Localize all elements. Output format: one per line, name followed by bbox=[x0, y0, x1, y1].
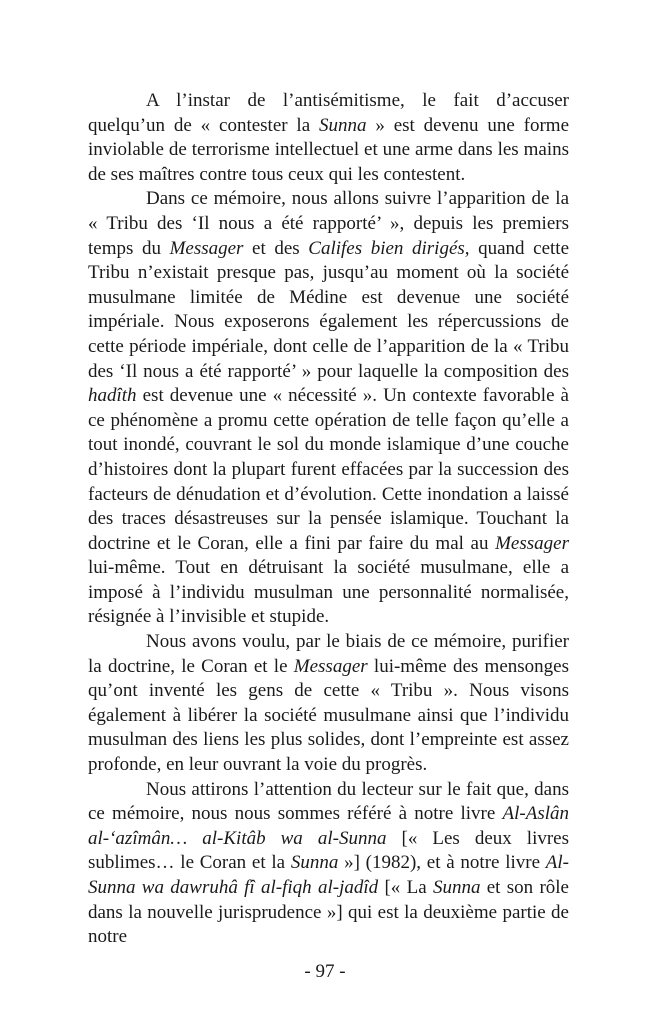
text-run: lui-même. Tout en détruisant la société musulmane, elle a imposé à l’individu musulman une personnalité normalisée, résignée à l’invisible et stupide. bbox=[88, 557, 569, 628]
italic-term: Sunna bbox=[290, 852, 339, 874]
text-run: A l’instar de l’antisémitisme, le fait d’accuser quelqu’un de « contester la bbox=[88, 90, 569, 136]
paragraph-4 bbox=[88, 778, 569, 950]
italic-term: Messager bbox=[169, 237, 244, 259]
text-run: Nous attirons l’attention du lecteur sur le fait que, dans ce mémoire, nous nous sommes référé à notre livre bbox=[88, 778, 569, 825]
italic-term: Sunna bbox=[319, 114, 367, 136]
paragraph-2 bbox=[88, 187, 569, 630]
text-run: [« Les deux livres sublimes… le Coran et la bbox=[88, 827, 570, 874]
italic-term: Messager bbox=[495, 532, 569, 554]
text-run: et son rôle dans la nouvelle jurisprudence »] qui est la deuxième partie de notre bbox=[88, 877, 569, 948]
italic-term: Messager bbox=[293, 655, 368, 677]
text-run: , quand cette Tribu n’existait presque pas, jusqu’au moment où la société musulmane limitée de Médine est devenue une société impériale. Nous exposerons également les répercussions de cette période impériale, dont celle de l’apparition de la « Tribu des ‘Il nous a été rapporté’ » pour laquelle la composition des bbox=[88, 237, 569, 382]
text-run: » est devenu une forme inviolable de terrorisme intellectuel et une arme dans les mains de ses maîtres contre tous ceux qui les contestent. bbox=[88, 114, 569, 185]
italic-term: Sunna bbox=[432, 877, 481, 898]
body-text bbox=[88, 89, 569, 950]
text-run: et des bbox=[243, 237, 309, 259]
text-run: Dans ce mémoire, nous allons suivre l’apparition de la « Tribu des ‘Il nous a été rapporté’ », depuis les premiers temps du bbox=[88, 188, 569, 259]
text-run: lui-même des mensonges qu’ont inventé les gens de cette « Tribu ». Nous visons également à libérer la société musulmane ainsi que l’individu musulman des liens les plus solides, dont l’empreinte est assez profonde, en leur ouvrant la voie du progrès. bbox=[88, 655, 569, 776]
italic-book-title: Al-Aslân al-‘azîmân… al-Kitâb wa al-Sunna bbox=[88, 803, 569, 849]
italic-term: hadîth bbox=[88, 385, 137, 407]
text-run: »] (1982), et à notre livre bbox=[338, 852, 546, 874]
text-run: Nous avons voulu, par le biais de ce mémoire, purifier la doctrine, le Coran et le bbox=[88, 631, 569, 677]
page-number: - 97 - bbox=[304, 961, 346, 982]
paragraph-1 bbox=[88, 89, 569, 187]
italic-term: Califes bien dirigés bbox=[308, 237, 465, 259]
text-run: [« La bbox=[378, 877, 433, 898]
text-run: est devenue une « nécessité ». Un contexte favorable à ce phénomène a promu cette opération de telle façon qu’elle a tout inondé, couvrant le sol du monde islamique d’une couche d’histoires dont la plupart furent effacées par la succession des facteurs de dénudation et d’évolution. Cette inondation a laissé des traces désastreuses sur la pensée islamique. Touchant la doctrine et le Coran, elle a fini par faire du mal au bbox=[88, 385, 569, 554]
paragraph-3 bbox=[88, 630, 569, 778]
italic-book-title: Al-Sunna wa dawruhâ fî al-fiqh al-jadîd bbox=[88, 852, 569, 898]
